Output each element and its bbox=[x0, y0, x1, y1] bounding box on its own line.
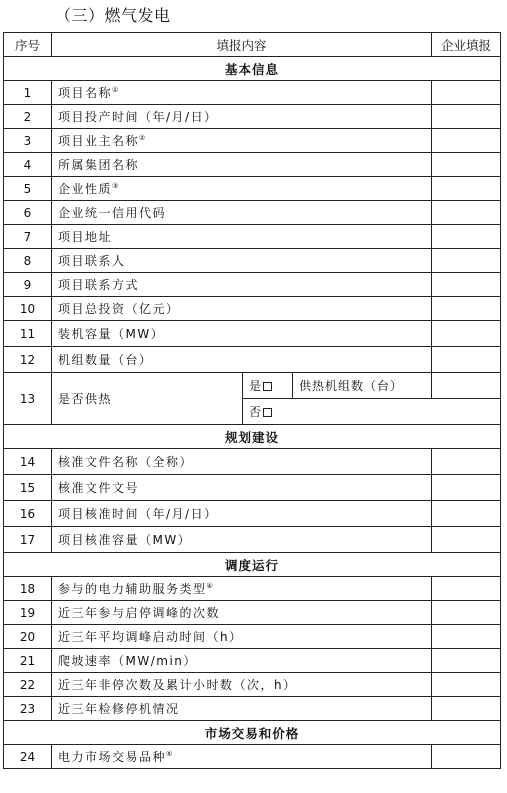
fill-cell[interactable] bbox=[432, 527, 501, 553]
table-row bbox=[4, 347, 501, 373]
row-content: 是否供热 bbox=[52, 373, 243, 425]
table-row bbox=[4, 625, 501, 649]
fill-cell[interactable] bbox=[432, 225, 501, 249]
row-content: 企业统一信用代码 bbox=[52, 201, 432, 225]
fill-cell[interactable] bbox=[432, 177, 501, 201]
table-row bbox=[4, 697, 501, 721]
row-content: 项目核准时间（年/月/日） bbox=[52, 501, 432, 527]
fill-cell[interactable] bbox=[432, 601, 501, 625]
row-content: 项目投产时间（年/月/日） bbox=[52, 105, 432, 129]
fill-cell[interactable] bbox=[432, 449, 501, 475]
table-row bbox=[4, 501, 501, 527]
fill-cell[interactable] bbox=[432, 153, 501, 177]
table-row bbox=[4, 475, 501, 501]
fill-cell[interactable] bbox=[432, 201, 501, 225]
table-row bbox=[4, 321, 501, 347]
table-row bbox=[4, 201, 501, 225]
row-number: 22 bbox=[4, 673, 52, 697]
group-market: 市场交易和价格 bbox=[4, 721, 501, 745]
fill-cell[interactable] bbox=[432, 697, 501, 721]
row-content: 近三年检修停机情况 bbox=[52, 697, 432, 721]
group-planning: 规划建设 bbox=[4, 425, 501, 449]
row-number: 7 bbox=[4, 225, 52, 249]
heat-no-option[interactable]: 否 bbox=[243, 399, 501, 425]
fill-cell[interactable] bbox=[432, 129, 501, 153]
fill-cell[interactable] bbox=[432, 373, 501, 399]
footnote-marker: ⑤ bbox=[166, 750, 174, 758]
row-content: 项目核准容量（MW） bbox=[52, 527, 432, 553]
row-number: 17 bbox=[4, 527, 52, 553]
row-content: 项目总投资（亿元） bbox=[52, 297, 432, 321]
table-row bbox=[4, 249, 501, 273]
checkbox-no[interactable] bbox=[263, 408, 272, 417]
table-row bbox=[4, 297, 501, 321]
row-content: 所属集团名称 bbox=[52, 153, 432, 177]
header-no: 序号 bbox=[4, 33, 52, 57]
fill-cell[interactable] bbox=[432, 577, 501, 601]
row-content: 项目地址 bbox=[52, 225, 432, 249]
row-number: 14 bbox=[4, 449, 52, 475]
row-content: 机组数量（台） bbox=[52, 347, 432, 373]
row-content: 企业性质③ bbox=[52, 177, 432, 201]
header-fill: 企业填报 bbox=[432, 33, 501, 57]
fill-cell[interactable] bbox=[432, 105, 501, 129]
row-content: 项目联系方式 bbox=[52, 273, 432, 297]
row-content: 爬坡速率（MW/min） bbox=[52, 649, 432, 673]
table-row bbox=[4, 273, 501, 297]
row-content: 参与的电力辅助服务类型④ bbox=[52, 577, 432, 601]
table-row bbox=[4, 153, 501, 177]
table-row bbox=[4, 601, 501, 625]
fill-cell[interactable] bbox=[432, 501, 501, 527]
row-number: 15 bbox=[4, 475, 52, 501]
fill-cell[interactable] bbox=[432, 321, 501, 347]
fill-cell[interactable] bbox=[432, 649, 501, 673]
table-row bbox=[4, 373, 501, 399]
row-content: 项目名称① bbox=[52, 81, 432, 105]
fill-cell[interactable] bbox=[432, 297, 501, 321]
footnote-marker: ③ bbox=[112, 182, 120, 190]
row-number: 6 bbox=[4, 201, 52, 225]
fill-cell[interactable] bbox=[432, 347, 501, 373]
table-row bbox=[4, 225, 501, 249]
row-number: 1 bbox=[4, 81, 52, 105]
header-content: 填报内容 bbox=[52, 33, 432, 57]
table-row bbox=[4, 649, 501, 673]
table-row bbox=[4, 449, 501, 475]
row-number: 18 bbox=[4, 577, 52, 601]
row-number: 10 bbox=[4, 297, 52, 321]
row-number: 3 bbox=[4, 129, 52, 153]
row-content: 项目业主名称② bbox=[52, 129, 432, 153]
row-content: 装机容量（MW） bbox=[52, 321, 432, 347]
table-row bbox=[4, 177, 501, 201]
row-number: 9 bbox=[4, 273, 52, 297]
row-content: 核准文件文号 bbox=[52, 475, 432, 501]
row-number: 20 bbox=[4, 625, 52, 649]
row-content: 项目联系人 bbox=[52, 249, 432, 273]
table-row bbox=[4, 527, 501, 553]
row-number: 4 bbox=[4, 153, 52, 177]
row-number: 24 bbox=[4, 745, 52, 769]
table-row bbox=[4, 745, 501, 769]
row-content: 近三年非停次数及累计小时数（次，h） bbox=[52, 673, 432, 697]
group-basic: 基本信息 bbox=[4, 57, 501, 81]
footnote-marker: ② bbox=[139, 134, 147, 142]
row-number: 12 bbox=[4, 347, 52, 373]
report-table bbox=[3, 32, 501, 769]
row-number: 8 bbox=[4, 249, 52, 273]
heat-units-label: 供热机组数（台） bbox=[293, 373, 432, 399]
table-row bbox=[4, 577, 501, 601]
table-row bbox=[4, 81, 501, 105]
fill-cell[interactable] bbox=[432, 475, 501, 501]
footnote-marker: ④ bbox=[206, 582, 215, 590]
fill-cell[interactable] bbox=[432, 745, 501, 769]
checkbox-yes[interactable] bbox=[263, 382, 272, 391]
row-content: 近三年平均调峰启动时间（h） bbox=[52, 625, 432, 649]
table-row bbox=[4, 129, 501, 153]
row-number: 16 bbox=[4, 501, 52, 527]
row-number: 13 bbox=[4, 373, 52, 425]
row-number: 21 bbox=[4, 649, 52, 673]
row-number: 19 bbox=[4, 601, 52, 625]
fill-cell[interactable] bbox=[432, 249, 501, 273]
row-number: 5 bbox=[4, 177, 52, 201]
footnote-marker: ① bbox=[112, 86, 120, 94]
section-title: （三）燃气发电 bbox=[55, 6, 171, 25]
fill-cell[interactable] bbox=[432, 81, 501, 105]
row-number: 11 bbox=[4, 321, 52, 347]
fill-cell[interactable] bbox=[432, 673, 501, 697]
row-content: 电力市场交易品种⑤ bbox=[52, 745, 432, 769]
fill-cell[interactable] bbox=[432, 273, 501, 297]
table-row bbox=[4, 673, 501, 697]
fill-cell[interactable] bbox=[432, 625, 501, 649]
row-content: 近三年参与启停调峰的次数 bbox=[52, 601, 432, 625]
row-number: 2 bbox=[4, 105, 52, 129]
group-dispatch: 调度运行 bbox=[4, 553, 501, 577]
table-row bbox=[4, 105, 501, 129]
heat-yes-option[interactable]: 是 bbox=[243, 373, 293, 399]
row-content: 核准文件名称（全称） bbox=[52, 449, 432, 475]
row-number: 23 bbox=[4, 697, 52, 721]
